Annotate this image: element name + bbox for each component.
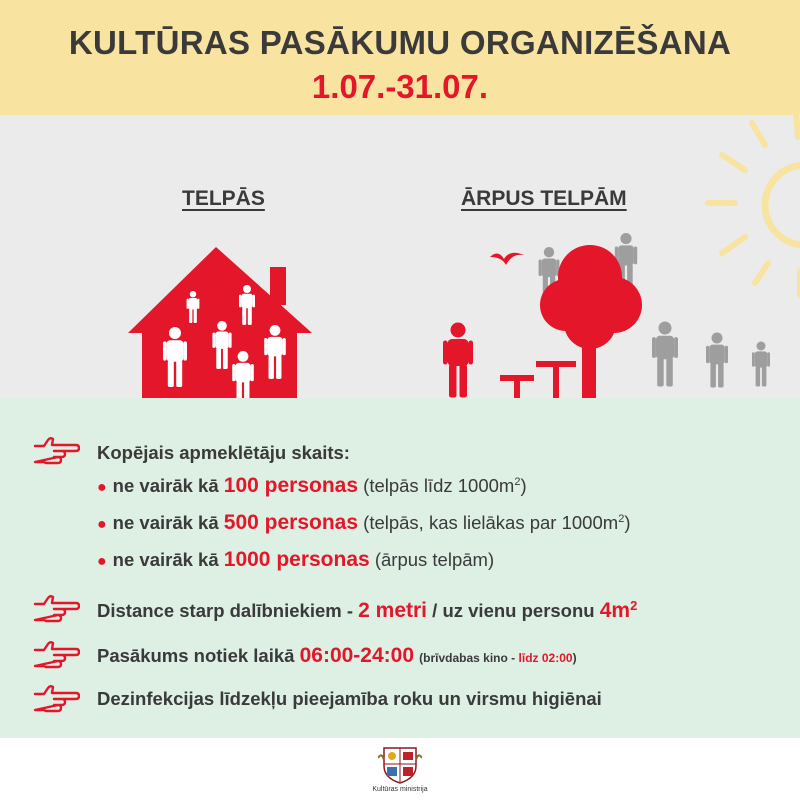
distance-value: 2 metri	[358, 599, 428, 623]
pointing-hand-icon	[32, 594, 80, 624]
area-value: 4m	[599, 599, 631, 623]
indoor-label: TELPĀS	[182, 187, 265, 210]
footer	[0, 738, 800, 800]
coat-of-arms-icon	[378, 746, 422, 784]
bullet-dot: ●	[97, 553, 107, 570]
illustration-scene	[0, 115, 800, 405]
scene-graphics	[0, 115, 800, 405]
bullet-dot: ●	[97, 479, 107, 496]
visitor-limit-value: 1000 personas	[223, 548, 370, 571]
disinfection-text: Dezinfekcijas līdzekļu pieejamība roku un virsmu higiēnai	[97, 688, 602, 709]
visitors-title: Kopējais apmeklētāju skaits:	[97, 442, 350, 463]
picnic-table-icon	[500, 361, 576, 401]
bird-icon	[490, 253, 524, 265]
visitor-limit-value: 500 personas	[223, 511, 359, 534]
person-outdoor-red-icon	[443, 323, 473, 398]
cinema-time-value: līdz 02:00	[518, 651, 573, 665]
pointing-hand-icon	[32, 640, 80, 670]
visitor-limit-value: 100 personas	[223, 474, 359, 497]
rules-panel: Kopējais apmeklētāju skaits: ● ne vairāk kā 100 personas (telpās līdz $1000m^2$) ● ne vairāk kā 500 personas (telpās, kas lielākas par $1000m^2$) ● ne vairāk kā 1000 personas (ārpus telpām) Distance starp dalībniekiem - 2 metri / uz vienu personu $4m^2$ Pasākums notiek laikā 06:00-24:00 (brīvdabas kino - līdz 02:00) Dezinfekcijas līdzekļu pieejamība roku un virsmu higiēnai	[0, 398, 800, 738]
date-range: 1.07.-31.07.	[311, 68, 489, 105]
header-banner	[0, 0, 800, 115]
ministry-name: Kultūras ministrija	[372, 786, 428, 793]
outdoor-label: ĀRPUS TELPĀM	[461, 187, 627, 210]
page-title: KULTŪRAS PASĀKUMU ORGANIZĒŠANA	[68, 24, 732, 61]
bullet-dot: ●	[97, 516, 107, 533]
sun-icon	[708, 115, 800, 295]
pointing-hand-icon	[32, 436, 80, 466]
pointing-hand-icon	[32, 684, 80, 714]
time-value: 06:00-24:00	[299, 644, 415, 667]
